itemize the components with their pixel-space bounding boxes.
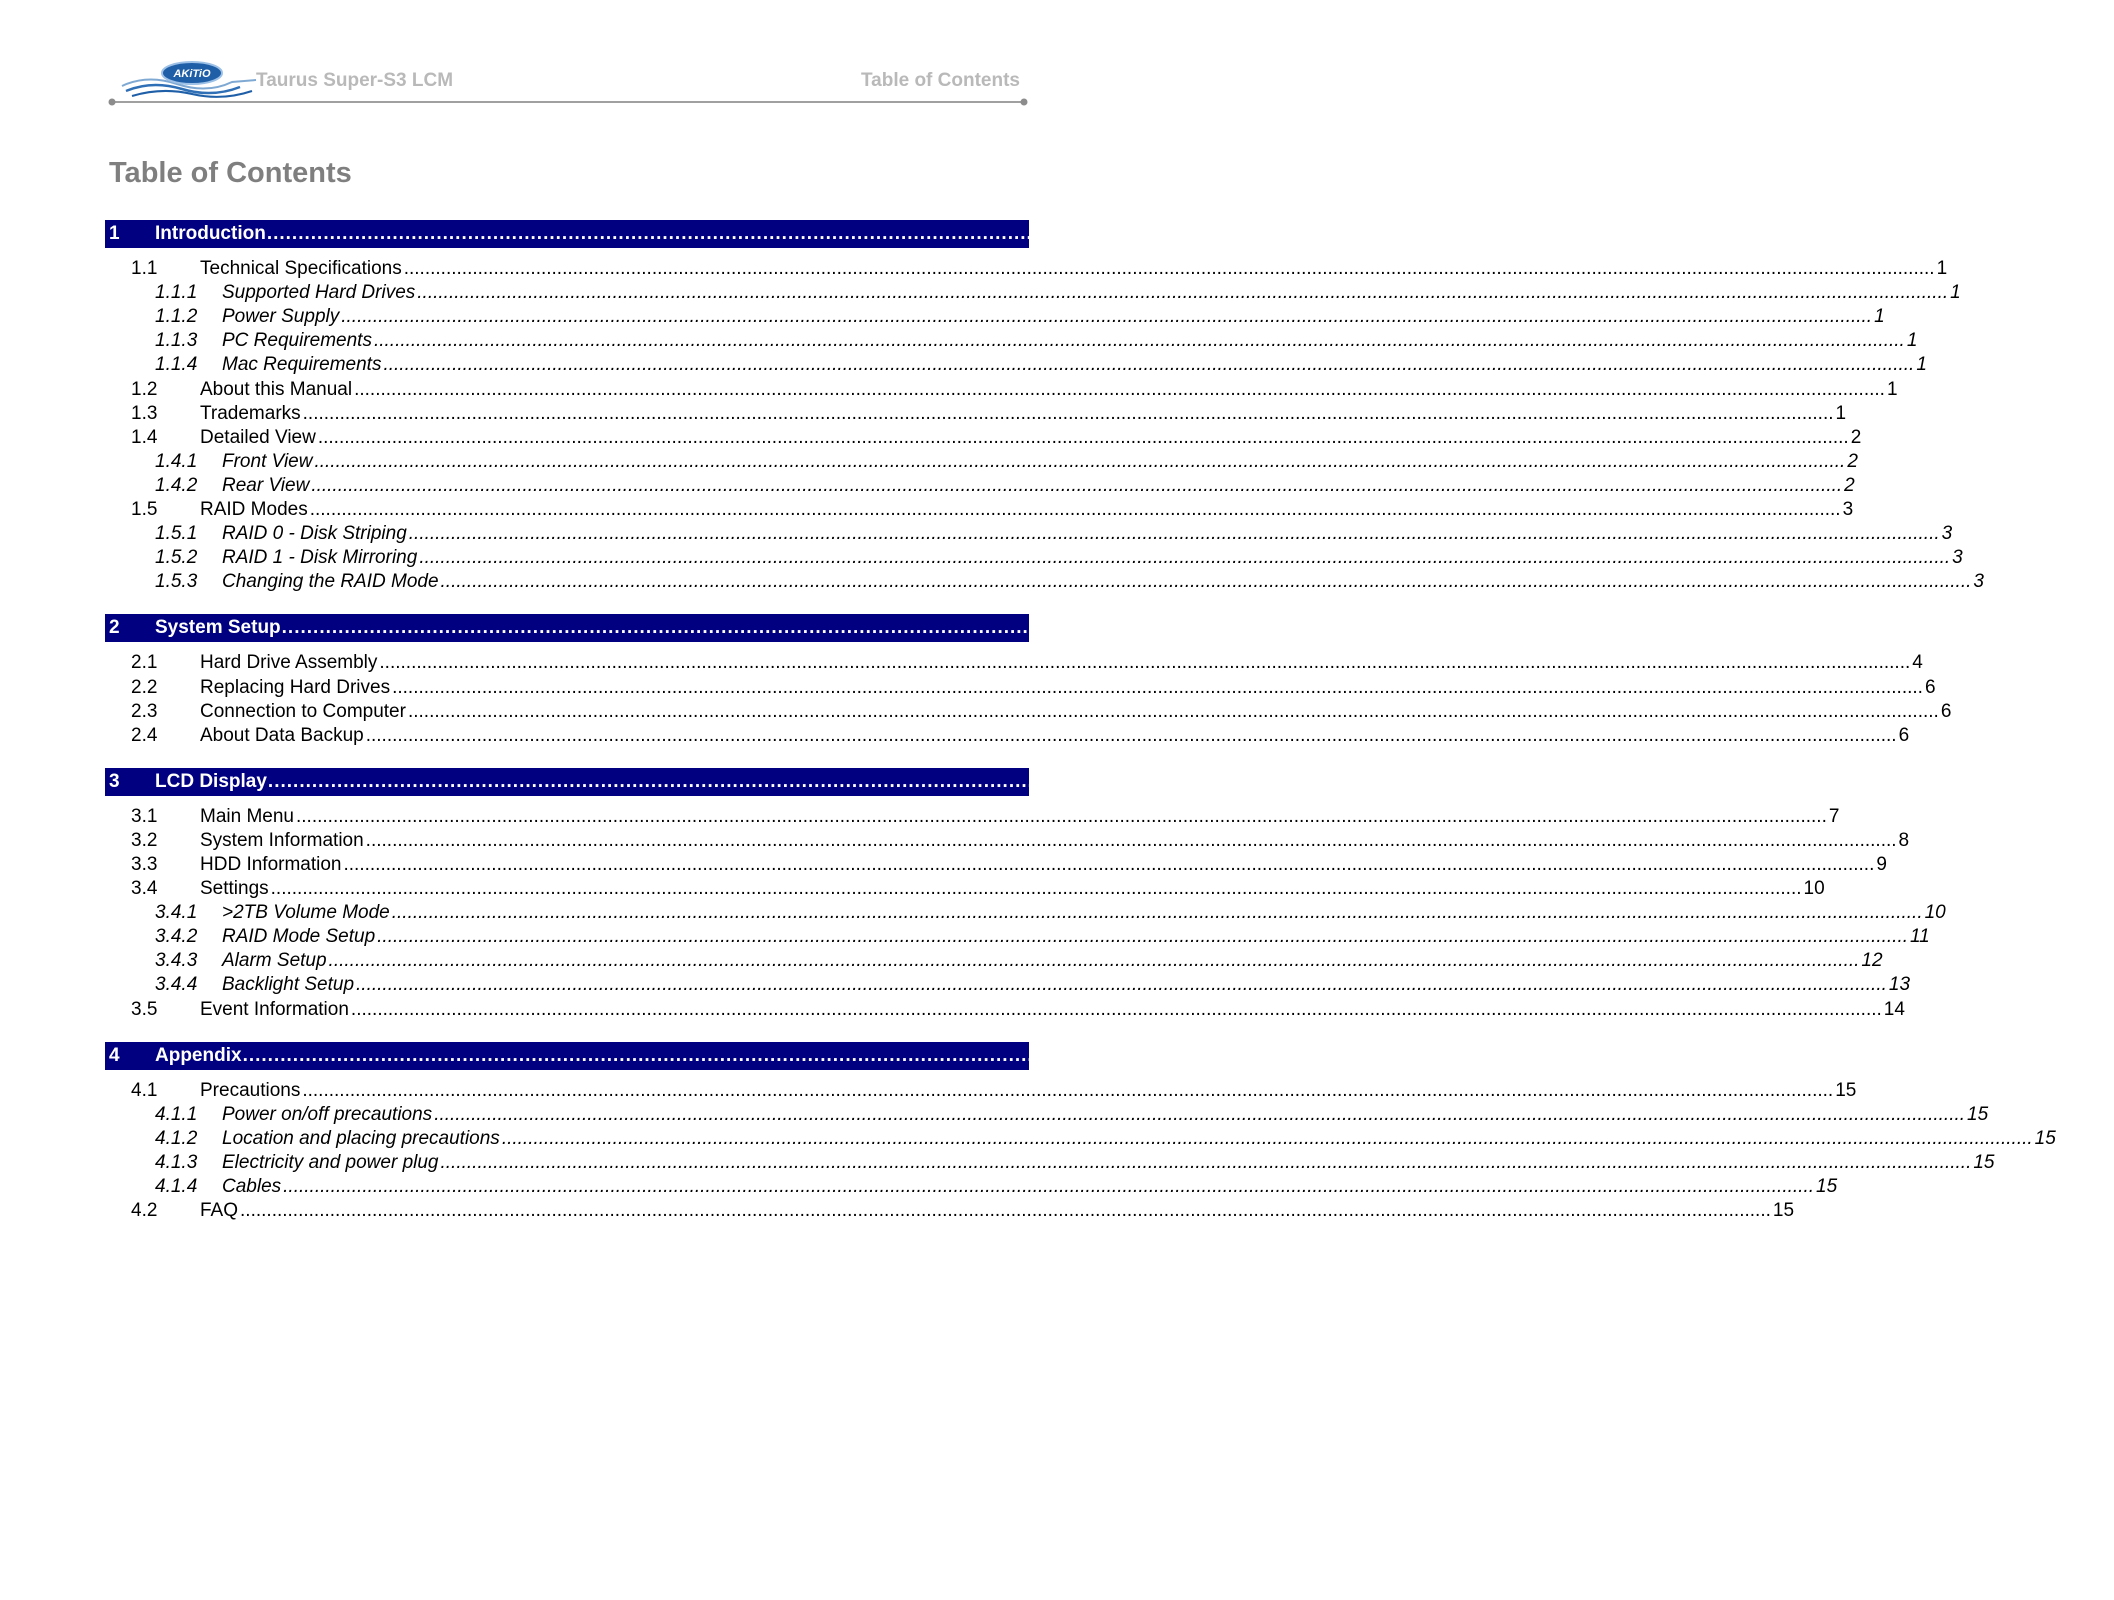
entry-number: 1.1.4 <box>155 354 198 376</box>
dot-leader: .................................................................................................................................................................................................................................................................................................. <box>350 998 1882 1020</box>
entry-title: About Data Backup <box>200 724 364 746</box>
toc-entry[interactable] <box>105 1150 1995 1174</box>
entry-page-number: 14 <box>1883 998 1905 1020</box>
entry-page-number: 8 <box>1898 829 1910 851</box>
chapter-page-number: 4 <box>2103 617 2114 639</box>
page-header <box>108 58 1028 102</box>
entry-title: RAID Modes <box>200 499 308 521</box>
entry-title: Supported Hard Drives <box>222 282 416 304</box>
chapter-number: 3 <box>109 770 120 792</box>
entry-page-number: 1 <box>1874 306 1885 328</box>
dot-leader: .................................................................................................................................................................................................................................................................................................. <box>281 617 2103 639</box>
entry-page-number: 1 <box>1835 402 1847 424</box>
entry-title: Alarm Setup <box>222 950 327 972</box>
page-title: Table of Contents <box>109 157 352 189</box>
dot-leader: .................................................................................................................................................................................................................................................................................................. <box>343 853 1875 875</box>
dot-leader: .................................................................................................................................................................................................................................................................................................. <box>240 1200 1771 1222</box>
toc-entry[interactable] <box>105 804 1840 828</box>
dot-leader: .................................................................................................................................................................................................................................................................................................. <box>354 378 1885 400</box>
entry-title: Replacing Hard Drives <box>200 676 391 698</box>
dot-leader: .................................................................................................................................................................................................................................................................................................. <box>328 950 1860 972</box>
toc-entry[interactable] <box>105 352 1927 376</box>
dot-leader: .................................................................................................................................................................................................................................................................................................. <box>314 450 1846 472</box>
entry-number: 1.4.1 <box>155 450 198 472</box>
toc-entry[interactable] <box>105 569 1984 593</box>
entry-title: Rear View <box>222 474 310 496</box>
toc-entry[interactable] <box>105 650 1923 674</box>
dot-leader: .................................................................................................................................................................................................................................................................................................. <box>403 258 1935 280</box>
dot-leader: .................................................................................................................................................................................................................................................................................................. <box>302 402 1834 424</box>
chapter-title: System Setup <box>155 617 281 639</box>
entry-number: 2.3 <box>131 700 158 722</box>
toc-entry[interactable] <box>105 473 1855 497</box>
entry-number: 3.3 <box>131 853 158 875</box>
chapter-number: 1 <box>109 223 120 244</box>
chapter-title: Appendix <box>155 1044 242 1066</box>
entry-number: 2.1 <box>131 652 158 674</box>
entry-title: Trademarks <box>200 402 301 424</box>
chapter-number: 4 <box>109 1044 120 1066</box>
entry-number: 4.1 <box>131 1079 158 1101</box>
entry-number: 1.1.3 <box>155 330 198 352</box>
toc-entry[interactable] <box>105 699 1952 723</box>
dot-leader: .................................................................................................................................................................................................................................................................................................. <box>266 223 2088 244</box>
entry-number: 3.4.4 <box>155 974 198 996</box>
dot-leader: .................................................................................................................................................................................................................................................................................................. <box>434 1103 1966 1125</box>
toc-entry[interactable] <box>105 1102 1989 1126</box>
toc-entry[interactable] <box>105 401 1847 425</box>
entry-number: 3.4.1 <box>155 902 198 924</box>
dot-leader: .................................................................................................................................................................................................................................................................................................. <box>356 974 1887 996</box>
entry-page-number: 3 <box>1842 499 1854 521</box>
dot-leader: .................................................................................................................................................................................................................................................................................................. <box>365 829 1897 851</box>
entry-page-number: 13 <box>1888 974 1911 996</box>
entry-page-number: 15 <box>1967 1103 1989 1125</box>
entry-title: Location and placing precautions <box>222 1127 500 1149</box>
dot-leader: .................................................................................................................................................................................................................................................................................................. <box>407 700 1939 722</box>
dot-leader: .................................................................................................................................................................................................................................................................................................. <box>302 1079 1834 1101</box>
toc-entry[interactable] <box>105 425 1862 449</box>
chapter-title: LCD Display <box>155 770 267 792</box>
entry-number: 3.1 <box>131 805 158 827</box>
toc-chapter-3[interactable] <box>105 768 2101 796</box>
entry-page-number: 12 <box>1861 950 1883 972</box>
entry-title: Electricity and power plug <box>222 1151 439 1173</box>
entry-title: Hard Drive Assembly <box>200 652 378 674</box>
entry-page-number: 2 <box>1850 426 1862 448</box>
entry-page-number: 2 <box>1844 474 1855 496</box>
header-section-name: Table of Contents <box>860 70 1020 91</box>
dot-leader: .................................................................................................................................................................................................................................................................................................. <box>440 571 1972 593</box>
table-of-contents <box>105 220 2114 1243</box>
entry-title: Cables <box>222 1176 282 1197</box>
entry-title: Main Menu <box>200 805 294 827</box>
entry-number: 1.1.2 <box>155 306 198 328</box>
toc-chapter-2[interactable] <box>105 614 2114 642</box>
entry-page-number: 3 <box>1973 571 1984 593</box>
entry-title: Settings <box>200 878 269 900</box>
entry-page-number: 6 <box>1940 700 1952 722</box>
entry-page-number: 15 <box>1835 1079 1857 1101</box>
logo-text: AKiTiO <box>173 68 211 80</box>
entry-number: 4.1.3 <box>155 1151 198 1173</box>
entry-title: About this Manual <box>200 378 353 400</box>
entry-number: 1.5.1 <box>155 523 198 545</box>
entry-page-number: 11 <box>1910 926 1930 948</box>
entry-title: Mac Requirements <box>222 354 382 376</box>
dot-leader: .................................................................................................................................................................................................................................................................................................. <box>379 652 1911 674</box>
entry-page-number: 1 <box>1886 378 1898 400</box>
entry-number: 1.5.3 <box>155 571 198 593</box>
entry-number: 3.5 <box>131 998 158 1020</box>
dot-leader: .................................................................................................................................................................................................................................................................................................. <box>377 926 1908 948</box>
dot-leader: .................................................................................................................................................................................................................................................................................................. <box>296 805 1827 827</box>
entry-page-number: 9 <box>1876 853 1887 875</box>
chapter-title: Introduction <box>155 223 266 244</box>
dot-leader: .................................................................................................................................................................................................................................................................................................. <box>501 1127 2033 1149</box>
entry-number: 1.4 <box>131 426 158 448</box>
toc-entry[interactable] <box>105 280 1961 304</box>
entry-number: 1.5.2 <box>155 547 198 569</box>
toc-entry[interactable] <box>105 521 1953 545</box>
entry-page-number: 10 <box>1803 878 1825 900</box>
entry-title: Changing the RAID Mode <box>222 571 439 593</box>
entry-page-number: 7 <box>1828 805 1840 827</box>
dot-leader: .................................................................................................................................................................................................................................................................................................. <box>317 426 1849 448</box>
toc-chapter-4[interactable] <box>105 1042 2086 1070</box>
entry-number: 1.2 <box>131 378 158 400</box>
entry-page-number: 3 <box>1952 547 1963 569</box>
toc-entry[interactable] <box>105 304 1885 328</box>
entry-number: 4.2 <box>131 1200 158 1222</box>
dot-leader: .................................................................................................................................................................................................................................................................................................. <box>383 354 1915 376</box>
chapter-page-number: 15 <box>2064 1044 2086 1066</box>
entry-title: FAQ <box>200 1200 239 1222</box>
toc-entry[interactable] <box>105 996 1905 1020</box>
entry-page-number: 1 <box>1916 354 1927 376</box>
entry-title: Precautions <box>200 1079 301 1101</box>
entry-number: 1.1 <box>131 258 158 280</box>
dot-leader: .................................................................................................................................................................................................................................................................................................. <box>408 523 1940 545</box>
toc-entry[interactable] <box>105 328 1918 352</box>
chapter-page-number: 1 <box>2088 223 2100 244</box>
dot-leader: .................................................................................................................................................................................................................................................................................................. <box>309 499 1841 521</box>
akitio-logo <box>122 60 256 100</box>
dot-leader: .................................................................................................................................................................................................................................................................................................. <box>341 306 1873 328</box>
toc-entry[interactable] <box>105 545 1963 569</box>
header-product-name: Taurus Super-S3 LCM <box>256 70 454 91</box>
entry-title: Detailed View <box>200 426 316 448</box>
entry-page-number: 4 <box>1912 652 1923 674</box>
dot-leader: .................................................................................................................................................................................................................................................................................................. <box>373 330 1905 352</box>
entry-title: Front View <box>222 450 313 472</box>
entry-page-number: 10 <box>1924 902 1946 924</box>
entry-page-number: 1 <box>1950 282 1961 304</box>
dot-leader: .................................................................................................................................................................................................................................................................................................. <box>242 1044 2064 1066</box>
entry-title: System Information <box>200 829 364 851</box>
dot-leader: .................................................................................................................................................................................................................................................................................................. <box>365 724 1897 746</box>
entry-number: 3.4.2 <box>155 926 198 948</box>
entry-title: Power on/off precautions <box>222 1103 433 1125</box>
toc-chapter-1[interactable] <box>105 220 2100 248</box>
entry-number: 4.1.1 <box>155 1103 198 1125</box>
toc-entry[interactable] <box>105 256 1948 280</box>
toc-entry[interactable] <box>105 723 1910 747</box>
entry-number: 3.2 <box>131 829 158 851</box>
dot-leader: .................................................................................................................................................................................................................................................................................................. <box>419 547 1951 569</box>
entry-number: 2.2 <box>131 676 158 698</box>
entry-number: 1.4.2 <box>155 474 198 496</box>
entry-title: RAID 0 - Disk Striping <box>222 523 407 545</box>
toc-entry[interactable] <box>105 674 1936 698</box>
toc-section <box>105 768 2101 1021</box>
entry-page-number: 15 <box>1973 1151 1995 1173</box>
toc-entry[interactable] <box>105 972 1911 996</box>
toc-section <box>105 220 2100 593</box>
dot-leader: .................................................................................................................................................................................................................................................................................................. <box>440 1151 1972 1173</box>
toc-entry[interactable] <box>105 1174 1838 1198</box>
entry-page-number: 6 <box>1898 724 1910 746</box>
entry-page-number: 2 <box>1847 450 1858 472</box>
entry-number: 4.1.4 <box>155 1176 198 1197</box>
toc-entry[interactable] <box>105 876 1825 900</box>
entry-title: RAID Mode Setup <box>222 926 376 948</box>
entry-title: RAID 1 - Disk Mirroring <box>222 547 418 569</box>
toc-entry[interactable] <box>105 1078 1857 1102</box>
toc-entry[interactable] <box>105 1198 1795 1222</box>
entry-number: 1.1.1 <box>155 282 198 304</box>
toc-section <box>105 1042 2086 1223</box>
toc-section <box>105 614 2114 746</box>
chapter-number: 2 <box>109 617 120 639</box>
entry-page-number: 6 <box>1924 676 1936 698</box>
entry-title: Event Information <box>200 998 349 1020</box>
toc-entry[interactable] <box>105 497 1854 521</box>
dot-leader: .................................................................................................................................................................................................................................................................................................. <box>283 1176 1815 1197</box>
toc-entry[interactable] <box>105 828 1910 852</box>
toc-entry[interactable] <box>105 449 1858 473</box>
entry-page-number: 1 <box>1906 330 1918 352</box>
toc-entry[interactable] <box>105 376 1898 400</box>
toc-entry[interactable] <box>105 948 1883 972</box>
entry-number: 3.4 <box>131 878 158 900</box>
toc-entry[interactable] <box>105 1126 2056 1150</box>
entry-number: 1.3 <box>131 402 158 424</box>
entry-title: Connection to Computer <box>200 700 406 722</box>
entry-title: HDD Information <box>200 853 342 875</box>
toc-entry[interactable] <box>105 924 1930 948</box>
entry-number: 2.4 <box>131 724 158 746</box>
dot-leader: .................................................................................................................................................................................................................................................................................................. <box>417 282 1949 304</box>
entry-title: Technical Specifications <box>200 258 402 280</box>
entry-page-number: 15 <box>2034 1127 2056 1149</box>
dot-leader: .................................................................................................................................................................................................................................................................................................. <box>267 770 2089 792</box>
entry-page-number: 3 <box>1941 523 1953 545</box>
dot-leader: .................................................................................................................................................................................................................................................................................................. <box>391 902 1923 924</box>
entry-title: >2TB Volume Mode <box>222 902 390 924</box>
entry-title: PC Requirements <box>222 330 372 352</box>
toc-entry[interactable] <box>105 900 1946 924</box>
entry-number: 3.4.3 <box>155 950 198 972</box>
toc-entry[interactable] <box>105 852 1887 876</box>
entry-title: Power Supply <box>222 306 340 328</box>
entry-page-number: 15 <box>1772 1200 1795 1222</box>
entry-page-number: 1 <box>1936 258 1948 280</box>
chapter-page-number: 7 <box>2089 770 2101 792</box>
entry-title: Backlight Setup <box>222 974 355 996</box>
dot-leader: .................................................................................................................................................................................................................................................................................................. <box>311 474 1843 496</box>
entry-page-number: 15 <box>1816 1176 1838 1197</box>
entry-number: 1.5 <box>131 499 158 521</box>
entry-number: 4.1.2 <box>155 1127 198 1149</box>
header-rule <box>108 97 1028 107</box>
dot-leader: .................................................................................................................................................................................................................................................................................................. <box>392 676 1923 698</box>
dot-leader: .................................................................................................................................................................................................................................................................................................. <box>270 878 1802 900</box>
